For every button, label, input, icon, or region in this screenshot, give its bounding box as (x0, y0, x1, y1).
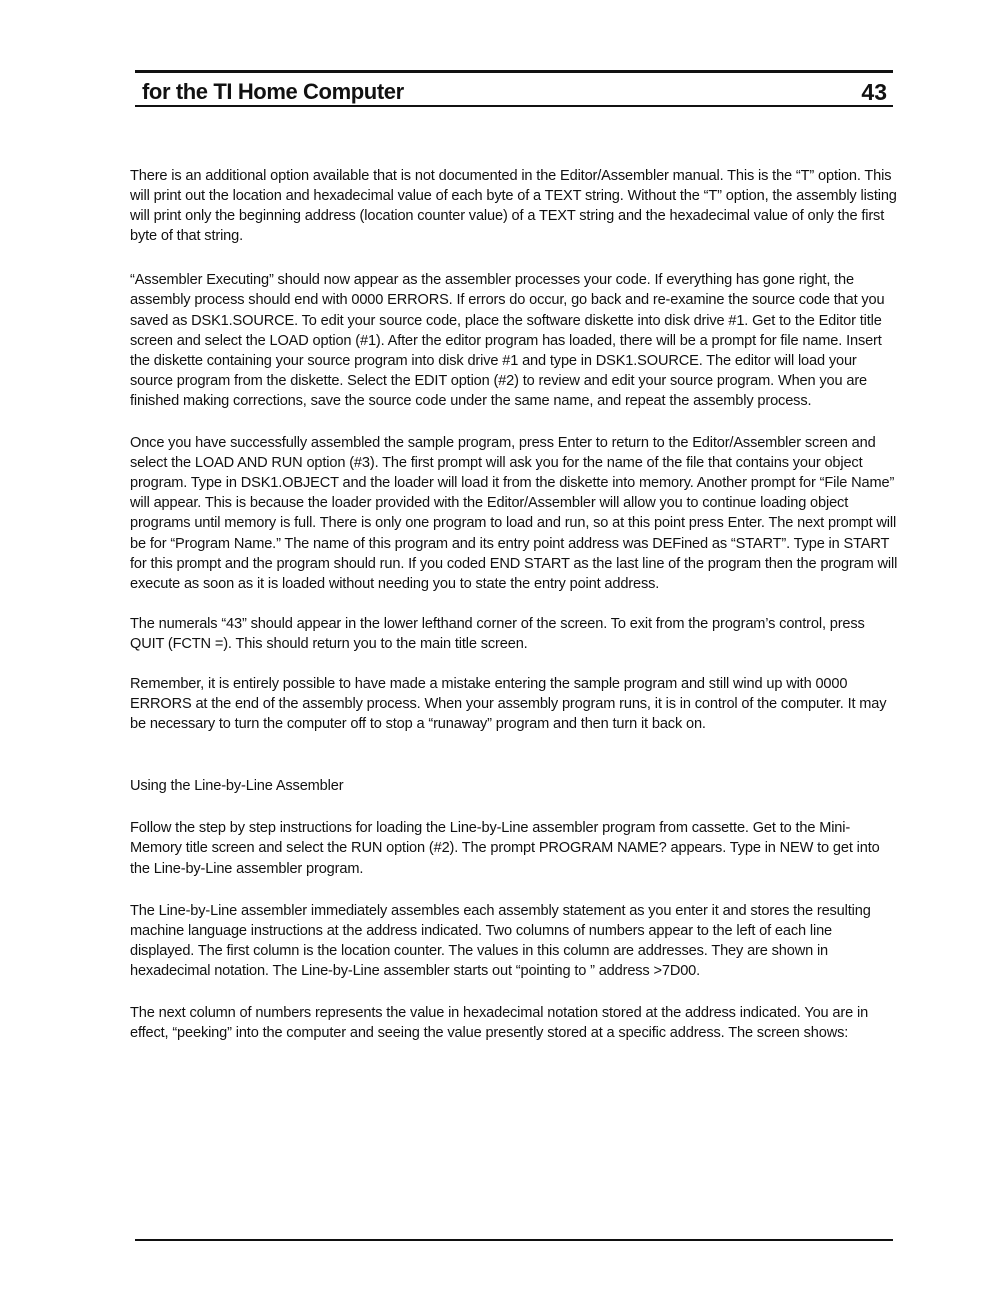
paragraph-follow-steps: Follow the step by step instructions for loading the Line-by-Line assembler program from cassette. Get to the Mini-Memory title screen and select the RUN option (#2). The prompt PROGRAM NAME? appears. Type in NEW to get into the Line-by-Line assembler program. (130, 820, 880, 877)
running-title: for the TI Home Computer (142, 79, 404, 104)
page-body (130, 166, 900, 1043)
footer-rule (135, 1239, 893, 1241)
paragraph-t-option: There is an additional option available that is not documented in the Editor/Assembler manual. This is the “T” option. This will print out the location and hexadecimal value of each byte of a TEXT string. Without the “T” option, the assembly listing will print only the beginning address (location counter value) of a TEXT string and the hexadecimal value of only the first byte of that string. (130, 168, 897, 245)
paragraph-assembler-executing: “Assembler Executing” should now appear as the assembler processes your code. If everything has gone right, the assembly process should end with 0000 ERRORS. If errors do occur, go back and re-examine the source code that you saved as DSK1.SOURCE. To edit your source code, place the software diskette into disk drive #1. Get to the Editor title screen and select the LOAD option (#1). After the editor program has loaded, there will be a prompt for file name. Insert the diskette containing your source program into disk drive #1 and type in DSK1.SOURCE. The editor will load your source program from the diskette. Select the EDIT option (#2) to review and edit your source program. When you are finished making corrections, save the source code under the same name, and repeat the assembly process. (130, 272, 885, 409)
header-bottom-rule (135, 105, 893, 107)
paragraph-load-and-run: Once you have successfully assembled the sample program, press Enter to return to the Editor/Assembler screen and select the LOAD AND RUN option (#3). The first prompt will ask you for the name of the file that contains your object program. Type in DSK1.OBJECT and the loader will load it from the diskette into memory. Another prompt for “File Name” will appear. This is because the loader provided with the Editor/Assembler will allow you to continue loading object programs until memory is full. There is only one program to load and run, so at this point press Enter. The next prompt will be for “Program Name.” The name of this program and its entry point address was DEFined as “START”. Type in START for this prompt and the program should run. If you coded END START as the last line of the program then the program will execute as soon as it is loaded without needing you to state the entry point address. (130, 435, 898, 592)
paragraph-next-column: The next column of numbers represents the value in hexadecimal notation stored at the address indicated. You are in effect, “peeking” into the computer and seeing the value presently stored at a specific address. The screen shows: (130, 1005, 869, 1042)
section-heading-line-by-line: Using the Line-by-Line Assembler (130, 778, 344, 795)
page-number: 43 (861, 79, 887, 105)
paragraph-remember: Remember, it is entirely possible to have made a mistake entering the sample program and still wind up with 0000 ERRORS at the end of the assembly process. When your assembly program runs, it is in control of the computer. It may be necessary to turn the computer off to stop a “runaway” program and then turn it back on. (130, 675, 887, 733)
paragraph-line-by-line: The Line-by-Line assembler immediately assembles each assembly statement as you enter it and stores the resulting machine language instructions at the address indicated. Two columns of numbers appear to the left of each line displayed. The first column is the location counter. The values in this column are addresses. They are shown in hexadecimal notation. The Line-by-Line assembler starts out “pointing to ” address >7D00. (130, 902, 871, 979)
page-header (135, 70, 893, 108)
header-top-rule (135, 70, 893, 73)
paragraph-numerals: The numerals “43” should appear in the lower lefthand corner of the screen. To exit from the program’s control, press QUIT (FCTN =). This should return you to the main title screen. (130, 615, 865, 652)
